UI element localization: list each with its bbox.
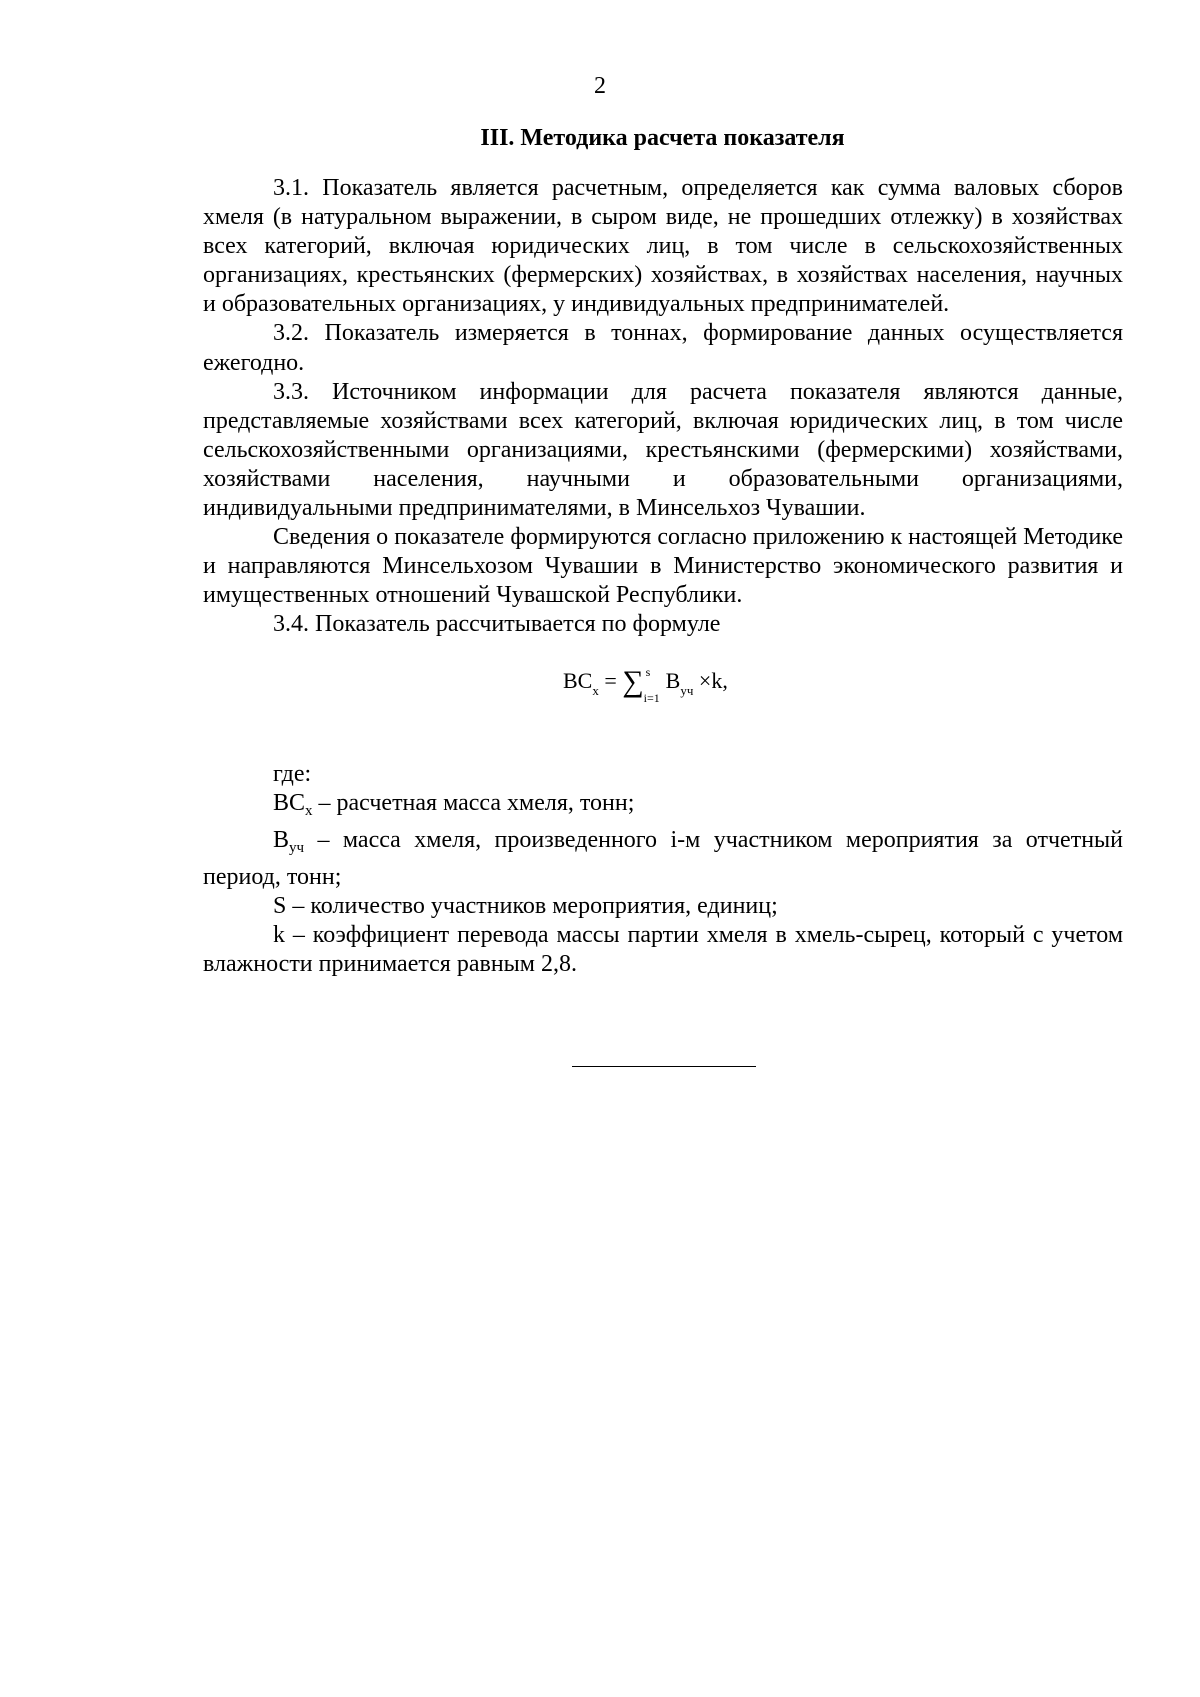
definition-bc (203, 789, 1123, 826)
paragraph-info: Сведения о показателе формируются согласно приложению к настоящей Методике и направляются Минсельхозом Чувашии в Министерство экономического развития и имущественных отношений Чувашской Республики. (203, 524, 1123, 609)
paragraph-3-2: 3.2. Показатель измеряется в тоннах, формирование данных осуществляется ежегодно. (203, 320, 1123, 376)
sum-upper-limit: s (645, 664, 651, 679)
definition-k: k – коэффициент перевода массы партии хмеля в хмель-сырец, который с учетом влажности принимается равным 2,8. (203, 921, 1123, 978)
sum-limits (643, 664, 666, 705)
formula-lhs-subscript: х (592, 682, 599, 698)
formula-trailing-comma: , (722, 667, 728, 693)
formula-times: × (698, 667, 712, 693)
definition-bc-text: – расчетная масса хмеля, тонн; (312, 789, 635, 816)
document-body (203, 174, 1123, 979)
sum-symbol: ∑ (622, 664, 644, 698)
separator-line (572, 1066, 756, 1067)
formula-term-subscript: уч (680, 682, 694, 698)
sum-lower-limit: i=1 (643, 690, 660, 705)
paragraph-3-1: 3.1. Показатель является расчетным, определяется как сумма валовых сборов хмеля (в натуральном выражении, в сыром виде, не прошедших отлежку) в хозяйствах всех категорий, включая юридических лиц, в том числе в сельскохозяйственных организациях, крестьянских (фермерских) хозяйствах, в хозяйствах населения, научных и образовательных организациях, у индивидуальных предпринимателей. (203, 175, 1123, 318)
definition-s: S – количество участников мероприятия, единиц; (273, 892, 778, 919)
definitions-where: где: (273, 760, 312, 787)
definition-b-subscript: уч (289, 839, 305, 856)
formula-lhs: BC (563, 667, 593, 693)
definition-bc-subscript: x (305, 802, 313, 819)
formula-expression (563, 666, 728, 705)
formula-coefficient: k (711, 667, 723, 693)
formula-equals: = (604, 667, 617, 693)
definition-b-symbol: B (273, 826, 290, 853)
definition-bc-symbol: BC (273, 789, 306, 816)
definition-b-text: – масса хмеля, произведенного i-м участником мероприятия за отчетный период, тонн; (203, 826, 1123, 890)
formula (203, 652, 1123, 730)
definition-b (203, 826, 1123, 892)
paragraph-3-3: 3.3. Источником информации для расчета показателя являются данные, представляемые хозяйствами всех категорий, включая юридических лиц, в том числе сельскохозяйственными организациями, крестьянскими (фермерскими) хозяйствами, хозяйствами населения, научными и образовательными организациями, индивидуальными предпринимателями, в Минсельхоз Чувашии. (203, 378, 1123, 522)
formula-term: B (665, 667, 681, 693)
paragraph-3-4: 3.4. Показатель рассчитывается по формуле (273, 611, 721, 638)
page-number: 2 (594, 73, 606, 99)
section-title: III. Методика расчета показателя (480, 125, 845, 151)
